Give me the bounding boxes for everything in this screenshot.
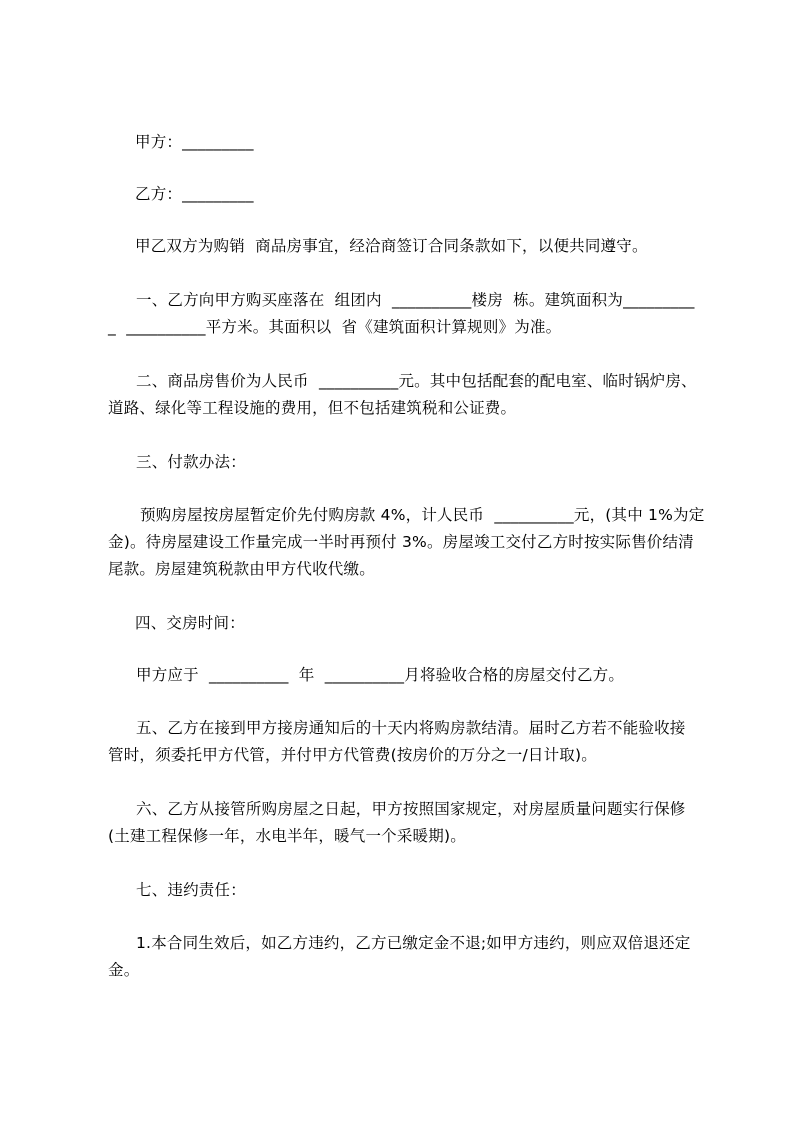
clause-3-title: 三、付款办法： (136, 453, 246, 471)
clause-2-line-1: 二、商品房售价为人民币 __________元。其中包括配套的配电室、临时锅炉房、 (136, 372, 697, 390)
clause-1-line-1: 一、乙方向甲方购买座落在 组团内 __________楼房 栋。建筑面积为_________ (136, 291, 695, 309)
clause-3-body-line-3: 尾款。房屋建筑税款由甲方代收代缴。 (108, 560, 375, 578)
clause-3-body-line-1: 预购房屋按房屋暂定价先付购房款 4%，计人民币 __________元，(其中 1%为定 (140, 506, 705, 524)
clause-5-line-2: 管时，须委托甲方代管，并付甲方代管费(按房价的万分之一/日计取)。 (108, 746, 597, 764)
clause-4-title: 四、交房时间： (135, 614, 245, 632)
clause-7-title: 七、违约责任： (136, 881, 246, 899)
party-b-line: 乙方：_________ (135, 185, 254, 203)
clause-7-item-1-line-2: 金。 (108, 961, 140, 979)
party-a-line: 甲方：_________ (135, 133, 254, 151)
clause-7-item-1-line-1: 1.本合同生效后，如乙方违约，乙方已缴定金不退;如甲方违约，则应双倍退还定 (136, 934, 691, 952)
clause-5-line-1: 五、乙方在接到甲方接房通知后的十天内将购房款结清。届时乙方若不能验收接 (136, 719, 686, 737)
clause-4-body: 甲方应于 __________ 年 __________月将验收合格的房屋交付乙方。 (136, 666, 625, 684)
intro-paragraph: 甲乙双方为购销 商品房事宜，经洽商签订合同条款如下，以便共同遵守。 (135, 237, 648, 255)
clause-6-line-2: (土建工程保修一年，水电半年，暖气一个采暖期)。 (108, 827, 466, 845)
clause-2-line-2: 道路、绿化等工程设施的费用，但不包括建筑税和公证费。 (108, 399, 517, 417)
clause-6-line-1: 六、乙方从接管所购房屋之日起，甲方按照国家规定，对房屋质量问题实行保修 (136, 800, 686, 818)
clause-3-body-line-2: 金)。待房屋建设工作量完成一半时再预付 3%。房屋竣工交付乙方时按实际售价结清 (108, 533, 694, 551)
clause-1-line-2: _ __________平方米。其面积以 省《建筑面积计算规则》为准。 (108, 318, 562, 336)
